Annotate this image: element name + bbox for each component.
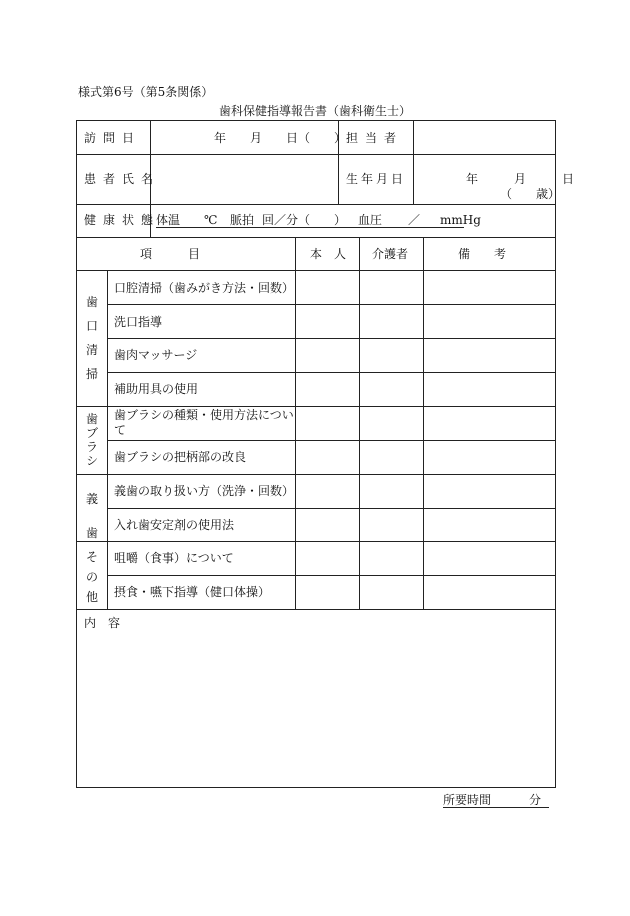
content-label: 内 容 <box>84 616 121 630</box>
row-divider <box>76 406 556 407</box>
staff-label: 担当者 <box>346 131 404 145</box>
time-required-line[interactable] <box>443 793 549 808</box>
age-field[interactable]: （ 歳） <box>500 187 561 201</box>
col-divider <box>295 237 296 609</box>
health-status-label: 健康状態 <box>84 213 161 227</box>
group-label-toothbrush: 歯 ブ ラ シ <box>85 412 98 468</box>
item-mouthwash: 洗口指導 <box>114 315 163 329</box>
patient-name-label: 患者氏名 <box>84 172 161 186</box>
group-label-other: そ の 他 <box>85 550 98 604</box>
visit-date-field[interactable]: 年 月 日（ ） <box>214 131 347 145</box>
birth-date-label: 生年月日 <box>346 172 407 186</box>
time-required-label: 所要時間 <box>443 793 492 807</box>
row-divider <box>76 237 556 238</box>
column-header-item: 項 目 <box>140 247 201 261</box>
staff-field[interactable] <box>414 121 555 154</box>
row-divider <box>107 304 556 305</box>
temperature-label: 体温 <box>156 213 181 227</box>
row-divider <box>107 372 556 373</box>
col-divider <box>423 237 424 609</box>
column-header-remarks: 備 考 <box>458 247 507 261</box>
birth-date-field[interactable]: 年 月 日 <box>466 172 575 186</box>
item-toothbrush-handle: 歯ブラシの把柄部の改良 <box>114 450 247 464</box>
row-divider <box>107 575 556 576</box>
item-toothbrush-type: 歯ブラシの種類・使用方法について <box>114 408 294 437</box>
row-divider <box>107 508 556 509</box>
item-gum-massage: 歯肉マッサージ <box>114 348 198 362</box>
temperature-unit: ℃ <box>204 213 218 227</box>
row-divider <box>76 204 556 205</box>
row-divider <box>76 609 556 610</box>
row-divider <box>107 338 556 339</box>
visit-date-label: 訪問日 <box>84 131 142 145</box>
row-divider <box>107 440 556 441</box>
group-label-denture: 義 歯 <box>85 492 98 540</box>
blood-pressure-unit: mmHg <box>440 213 481 227</box>
row-divider <box>76 541 556 542</box>
blood-pressure-label: 血圧 <box>358 213 383 227</box>
pulse-unit: 回／分（ ） <box>262 213 347 227</box>
document-title: 歯科保健指導報告書（歯科衛生士） <box>218 104 411 118</box>
pulse-label: 脈拍 <box>230 213 255 227</box>
form-number: 様式第6号（第5条関係） <box>78 85 214 99</box>
item-swallowing: 摂食・嚥下指導（健口体操） <box>114 585 271 599</box>
item-chewing: 咀嚼（食事）について <box>114 551 234 565</box>
item-denture-handling: 義歯の取り扱い方（洗浄・回数） <box>114 484 295 498</box>
content-field[interactable] <box>77 632 555 787</box>
column-header-self: 本 人 <box>310 247 347 261</box>
row-divider <box>76 474 556 475</box>
col-divider <box>107 270 108 609</box>
col-divider <box>359 237 360 609</box>
patient-name-field[interactable] <box>151 155 337 204</box>
time-required-unit: 分 <box>529 793 542 807</box>
blood-pressure-separator: ／ <box>408 213 421 227</box>
row-divider <box>76 270 556 271</box>
column-header-caregiver: 介護者 <box>372 247 409 261</box>
item-oral-cleaning: 口腔清掃（歯みがき方法・回数） <box>114 281 295 295</box>
group-label-oral-cleaning: 歯 口 清 掃 <box>85 295 98 381</box>
item-denture-adhesive: 入れ歯安定剤の使用法 <box>114 518 235 532</box>
item-aids: 補助用具の使用 <box>114 382 199 396</box>
health-status-line[interactable] <box>156 213 481 228</box>
